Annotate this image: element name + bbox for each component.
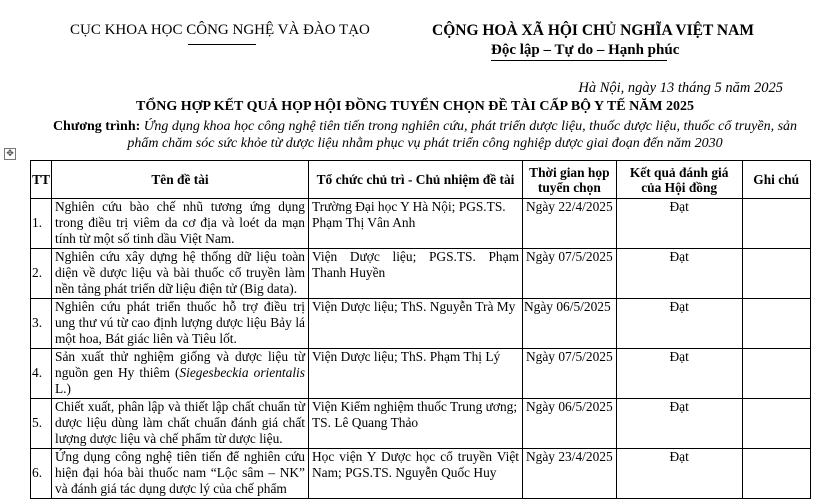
- cell-stt: 6.: [31, 449, 52, 499]
- motto: Độc lập – Tự do – Hạnh phúc: [491, 42, 680, 58]
- motto-underline: [491, 60, 667, 61]
- cell-result: Đạt: [616, 399, 742, 449]
- cell-name: Ứng dụng công nghệ tiên tiến để nghiên cứu hiện đại hóa bài thuốc nam “Lộc sâm – NK” và đánh giá tác dụng dược lý của chế phẩm: [52, 449, 309, 499]
- document-title: TỔNG HỢP KẾT QUẢ HỌP HỘI ĐỒNG TUYỂN CHỌN ĐỀ TÀI CẤP BỘ Y TẾ NĂM 2025: [136, 99, 694, 114]
- table-move-handle-icon[interactable]: ✥: [4, 148, 16, 160]
- cell-time: Ngày 06/5/2025: [523, 299, 617, 349]
- cell-note: [742, 449, 810, 499]
- program-label: Chương trình:: [52, 119, 141, 134]
- table-row: [31, 449, 811, 499]
- cell-time: Ngày 06/5/2025: [523, 399, 617, 449]
- cell-result: Đạt: [616, 199, 742, 249]
- program-line: [45, 118, 805, 152]
- cell-name: Nghiên cứu xây dựng hệ thống dữ liệu toàn diện về dược liệu và bài thuốc cổ truyền làm nền tảng phát triển dữ liệu điện tử (Big data).: [52, 249, 309, 299]
- cell-name: Chiết xuất, phân lập và thiết lập chất chuẩn từ dược liệu dùng làm chất chuẩn đánh giá chất lượng dược liệu và chế phẩm từ dược liệu.: [52, 399, 309, 449]
- table-row: [31, 249, 811, 299]
- cell-stt: 1.: [31, 199, 52, 249]
- cell-stt: 2.: [31, 249, 52, 299]
- cell-org: Viện Dược liệu; ThS. Nguyễn Trà My: [309, 299, 523, 349]
- cell-result: Đạt: [616, 299, 742, 349]
- table-row: [31, 199, 811, 249]
- cell-result: Đạt: [616, 249, 742, 299]
- program-value: Ứng dụng khoa học công nghệ tiên tiến trong nghiên cứu, phát triển dược liệu, thuốc dược liệu, thuốc cổ truyền, sản phẩm chăm sóc sức khỏe từ dược liệu nhằm phục vụ phát triển công nghiệp dược giai đoạn đến năm 2030: [127, 119, 798, 151]
- cell-org: Trường Đại học Y Hà Nội; PGS.TS. Phạm Thị Vân Anh: [309, 199, 523, 249]
- cell-org: Học viện Y Dược học cổ truyền Việt Nam; PGS.TS. Nguyễn Quốc Huy: [309, 449, 523, 499]
- cell-note: [742, 399, 810, 449]
- cell-stt: 3.: [31, 299, 52, 349]
- agency-name: CỤC KHOA HỌC CÔNG NGHỆ VÀ ĐÀO TẠO: [70, 22, 370, 38]
- cell-time: Ngày 23/4/2025: [523, 449, 617, 499]
- cell-result: Đạt: [616, 449, 742, 499]
- cell-stt: 5.: [31, 399, 52, 449]
- header-stt: TT: [31, 161, 52, 199]
- scientific-name: Siegesbeckia orientalis: [179, 365, 305, 380]
- cell-name: Nghiên cứu bào chế nhũ tương ứng dụng trong điều trị viêm da cơ địa và loét da mạn tính từ một số tinh dầu Việt Nam.: [52, 199, 309, 249]
- agency-underline: [188, 44, 256, 45]
- table-header-row: [31, 161, 811, 199]
- cell-name: Sản xuất thử nghiệm giống và dược liệu từ nguồn gen Hy thiêm (Siegesbeckia orientalis L.): [52, 349, 309, 399]
- table-row: [31, 399, 811, 449]
- cell-org: Viện Dược liệu; PGS.TS. Phạm Thanh Huyền: [309, 249, 523, 299]
- header-result: Kết quả đánh giá của Hội đồng: [616, 161, 742, 199]
- results-table: [30, 160, 811, 499]
- cell-note: [742, 199, 810, 249]
- table-row: [31, 299, 811, 349]
- cell-note: [742, 249, 810, 299]
- header-note: Ghi chú: [742, 161, 810, 199]
- cell-org: Viện Dược liệu; ThS. Phạm Thị Lý: [309, 349, 523, 399]
- header-time: Thời gian họp tuyển chọn: [523, 161, 617, 199]
- cell-time: Ngày 22/4/2025: [523, 199, 617, 249]
- cell-stt: 4.: [31, 349, 52, 399]
- nation-title: CỘNG HOÀ XÃ HỘI CHỦ NGHĨA VIỆT NAM: [432, 22, 754, 39]
- cell-note: [742, 299, 810, 349]
- header-org: Tổ chức chủ trì - Chủ nhiệm đề tài: [309, 161, 523, 199]
- table-row: [31, 349, 811, 399]
- cell-name: Nghiên cứu phát triển thuốc hỗ trợ điều trị ung thư vú từ cao định lượng dược liệu Bảy lá một hoa, Bát giác liên và Tiêu lốt.: [52, 299, 309, 349]
- cell-time: Ngày 07/5/2025: [523, 249, 617, 299]
- cell-org: Viện Kiểm nghiệm thuốc Trung ương; TS. Lê Quang Thảo: [309, 399, 523, 449]
- cell-note: [742, 349, 810, 399]
- cell-time: Ngày 07/5/2025: [523, 349, 617, 399]
- header-name: Tên đề tài: [52, 161, 309, 199]
- document-date: Hà Nội, ngày 13 tháng 5 năm 2025: [578, 80, 783, 96]
- cell-result: Đạt: [616, 349, 742, 399]
